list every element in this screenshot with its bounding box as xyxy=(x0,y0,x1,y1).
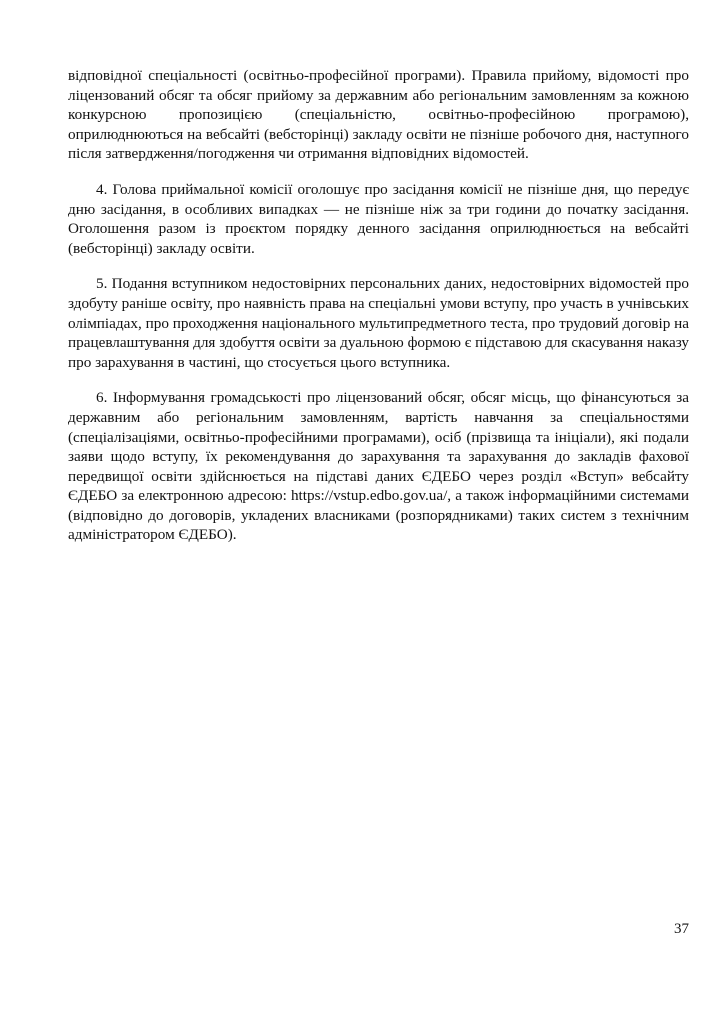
paragraph-continuation: відповідної спеціальності (освітньо-професійної програми). Правила прийому, відомості про ліцензований обсяг та обсяг прийому за державним або регіональним замовленням за кожною конкурсною пропозицією (спеціальністю, освітньо-професійною програмою), оприлюднюються на вебсайті (вебсторінці) закладу освіти не пізніше робочого дня, наступного після затвердження/погодження чи отримання відповідних відомостей. xyxy=(68,67,689,163)
paragraph-5: 5. Подання вступником недостовірних персональних даних, недостовірних відомостей про здобуту раніше освіту, про наявність права на спеціальні умови вступу, про участь в учнівських олімпіадах, про проходження національного мультипредметного теста, про трудовий договір на працевлаштування для здобуття освіти за дуальною формою є підставою для скасування наказу про зарахування в частині, що стосується цього вступника. xyxy=(68,275,689,371)
page-number: 37 xyxy=(674,921,689,937)
document-body xyxy=(68,66,689,561)
paragraph-6: 6. Інформування громадськості про ліцензований обсяг, обсяг місць, що фінансуються за державним або регіональним замовленням, вартість навчання за спеціальностями (спеціалізаціями, освітньо-професійними програмами), осіб (прізвища та ініціали), які подали заяви щодо вступу, їх рекомендування до зарахування та зарахування до закладів фахової передвищої освіти здійснюється на підставі даних ЄДЕБО через розділ «Вступ» вебсайту ЄДЕБО за електронною адресою: https://vstup.edbo.gov.ua/, а також інформаційними системами (відповідно до договорів, укладених власниками (розпорядниками) таких систем з технічним адміністратором ЄДЕБО). xyxy=(68,389,689,544)
paragraph-4: 4. Голова приймальної комісії оголошує про засідання комісії не пізніше дня, що передує дню засідання, в особливих випадках — не пізніше ніж за три години до початку засідання. Оголошення разом із проєктом порядку денного засідання оприлюднюється на вебсайті (вебсторінці) закладу освіти. xyxy=(68,180,689,257)
